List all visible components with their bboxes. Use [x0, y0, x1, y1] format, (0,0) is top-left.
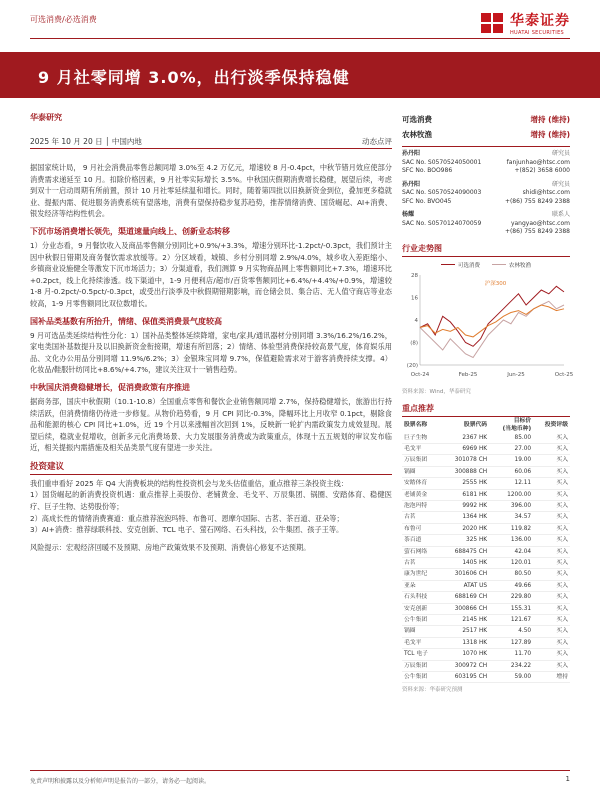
author: 华泰研究: [30, 113, 62, 122]
invest-item: 3）AI+消费：推荐绿联科技、安克创新、TCL 电子、萤石网络、石头科技，公牛集团、孩子王等。: [30, 525, 344, 535]
chart-legend: [402, 261, 570, 269]
risk-warning: 风险提示：宏观经济回暖不及预期、房地产政策效果不及预期、消费信心修复不达预期。: [30, 542, 311, 552]
y-tick-label: 28: [411, 272, 418, 279]
target-price: 155.31: [489, 603, 533, 614]
rating: 买入: [533, 569, 570, 580]
invest-item: 2）高成长性的情绪消费赛道：重点推荐泡泡玛特、布鲁可、恩摩尔国际、古茗、茶百道、亚朵等；: [30, 513, 344, 523]
target-price: 42.04: [489, 546, 533, 557]
section-paragraph: 据商务部，国庆中秋假期（10.1-10.8）全国重点零售和餐饮企业销售额同增 2.7%，保持稳健增长，旅游出行持续活跃，但消费情绪仍待进一步修复。从物价趋势看，9 月 CPI 同比-0.3%，降幅环比上月收窄 0.1pct，剔除食品和能源的核心 CPI 同比+1.0%，近 19 个月以来涨幅首次回到 1%，反映新一轮扩内需政策发力成效显现。展望后续，稳就业促增收，创新多元化消费场景、大力发展服务消费或为政策重点，体现十五五规划的审议发布临近，相关提振内需措施及相关品类景气度有望进一步关注。: [30, 396, 392, 453]
rating-sector: 可选消费: [402, 115, 432, 124]
rating: 买入: [533, 466, 570, 477]
page-number: 1: [565, 775, 570, 783]
recommend-table: [402, 417, 570, 684]
stock-code: 9992 HK: [440, 500, 489, 511]
target-price: 12.11: [489, 478, 533, 489]
stock-code: 1070 HK: [440, 649, 489, 660]
section-heading: 国补品类基数有所抬升，情绪、保值类消费景气度较高: [30, 316, 222, 326]
table-row: [402, 478, 570, 489]
legend-item: 农林牧渔: [492, 261, 531, 269]
invest-intro: 我们重申看好 2025 年 Q4 大消费板块的结构性投资机会与龙头估值重估，重点推荐三条投资主线：: [30, 478, 348, 488]
rating: 买入: [533, 443, 570, 454]
target-price: 11.70: [489, 649, 533, 660]
stock-name: 布鲁可: [402, 523, 440, 534]
series-label: 沪深300: [484, 280, 507, 287]
table-row: [402, 466, 570, 477]
legend-swatch: [492, 264, 506, 266]
table-row: [402, 637, 570, 648]
table-row: [402, 557, 570, 568]
target-price: 49.66: [489, 580, 533, 591]
stock-code: 6181 HK: [440, 489, 489, 500]
stock-name: 萤石网络: [402, 546, 440, 557]
analyst-email[interactable]: fanjunhao@htsc.com: [506, 158, 570, 166]
stock-code: 301606 CH: [440, 569, 489, 580]
stock-name: 亚朵: [402, 580, 440, 591]
col-target: 目标价 (当地币种): [502, 417, 532, 432]
analyst-card: [402, 211, 570, 237]
stock-name: 公牛集团: [402, 672, 440, 683]
report-date: 2025 年 10 月 20 日 │ 中国内地: [30, 137, 142, 146]
target-price: 234.22: [489, 660, 533, 671]
stock-code: 688169 CH: [440, 592, 489, 603]
analyst-phone: +(86) 755 8249 2388: [504, 228, 570, 235]
table-row: [402, 523, 570, 534]
target-price: 80.50: [489, 569, 533, 580]
stock-name: 康为世纪: [402, 569, 440, 580]
rating-value: 增持 (维持): [530, 130, 570, 139]
stock-name: 古茗: [402, 557, 440, 568]
x-tick-label: Oct-24: [410, 371, 430, 378]
stock-name: 毛戈平: [402, 443, 440, 454]
analyst-sac: SAC No. S0570124070059: [402, 219, 482, 227]
table-row: [402, 546, 570, 557]
section-paragraph: 1）分业态看，9 月餐饮收入及商品零售额分别同比+0.9%/+3.3%，增速分别环比-1.2pct/-0.3pct，我们预计主因中秋假日错期及商务餐饮需求放缓等。2）分区域看，城镇、乡村分别同增 2.9%/4.0%，城乡收入差距缩小、乡镇商业设施健全等激发下沉市场活力；3）分渠道看，我们测算 9 月实物商品网上零售额同比+7.3%，增速环比+0.2pct，线上化持续渗透。线下渠道中，1-9 月便利店/超市/百货零售额同比+6.4%/+4.4%/+0.9%，增速较 1-8 月-0.2pct/-0.5pct/-0.3pct，或受出行淡季及中秋假期错期影响，而仓储会员、集合店、无人值守商店等业态较高，1-9 月零售额同比双位数增长。: [30, 240, 392, 308]
target-price: 136.00: [489, 535, 533, 546]
meta-bar: [30, 112, 392, 150]
table-source: 资料来源：华泰研究预测: [402, 687, 463, 694]
rating: 买入: [533, 523, 570, 534]
stock-name: 毛戈平: [402, 637, 440, 648]
rating: 增持: [533, 672, 570, 683]
col-code: 股票代码: [463, 421, 488, 428]
sidebar: [402, 112, 574, 694]
stock-name: 锅圈: [402, 626, 440, 637]
analyst-name: 孙丹阳: [402, 150, 421, 157]
table-row: [402, 443, 570, 454]
target-price: 120.01: [489, 557, 533, 568]
table-row: [402, 660, 570, 671]
stock-code: 603195 CH: [440, 672, 489, 683]
analyst-role: 研究员: [551, 150, 570, 157]
y-tick-label: 4: [414, 317, 418, 324]
rating-row: [402, 112, 570, 127]
table-row: [402, 615, 570, 626]
analyst-card: [402, 181, 570, 207]
table-row: [402, 569, 570, 580]
stock-code: 300866 CH: [440, 603, 489, 614]
stock-code: 688475 CH: [440, 546, 489, 557]
rating: 买入: [533, 546, 570, 557]
chart-title: 行业走势图: [402, 243, 570, 257]
rating: 买入: [533, 660, 570, 671]
series-line-1: [420, 286, 564, 346]
stock-code: 300888 CH: [440, 466, 489, 477]
rating: 买入: [533, 489, 570, 500]
meta-divider: [30, 148, 392, 149]
stock-code: 325 HK: [440, 535, 489, 546]
table-row: [402, 500, 570, 511]
table-row: [402, 455, 570, 466]
table-row: [402, 603, 570, 614]
target-price: 119.82: [489, 523, 533, 534]
table-row: [402, 512, 570, 523]
rating: 买入: [533, 557, 570, 568]
table-row: [402, 433, 570, 444]
x-tick-label: Oct-25: [554, 371, 574, 378]
analyst-sac: SAC No. S0570524090003: [402, 189, 482, 196]
table-row: [402, 626, 570, 637]
invest-heading: 投资建议: [30, 460, 392, 475]
main-body: [30, 162, 392, 553]
stock-code: 300972 CH: [440, 660, 489, 671]
rating: 买入: [533, 637, 570, 648]
report-type: 动态点评: [362, 137, 392, 146]
x-tick-label: Jun-25: [507, 371, 525, 378]
table-row: [402, 489, 570, 500]
sidebar-divider: [402, 146, 570, 147]
target-price: 85.00: [489, 433, 533, 444]
stock-name: 石头科技: [402, 592, 440, 603]
rating: 买入: [533, 626, 570, 637]
y-tick-label: (20): [406, 362, 418, 369]
analyst-role: 联系人: [551, 211, 570, 218]
recommend-title: 重点推荐: [402, 403, 570, 417]
stock-code: 1364 HK: [440, 512, 489, 523]
stock-code: 301078 CH: [440, 455, 489, 466]
target-price: 127.89: [489, 637, 533, 648]
target-price: 27.00: [489, 443, 533, 454]
analyst-name: 孙丹阳: [402, 180, 421, 188]
analyst-card: [402, 150, 570, 176]
rating: 买入: [533, 478, 570, 489]
stock-code: 1318 HK: [440, 637, 489, 648]
y-tick-label: 16: [411, 295, 418, 301]
section-paragraph: 9 月可选品类延续结构性分化：1）国补品类整体延续降增，家电/家具/通讯器材分别同增 3.3%/16.2%/16.2%，家电类国补基数提升及以旧换新资金衔接期，增速有所回落；2）情绪、体验型消费保持较高景气度，体育娱乐用品、文化办公用品分别同增 11.9%/6.2%；3）金银珠宝同增 9.7%，保值避险需求对于游客消费持续支撑。4）化妆品/鞋服针纺同比+8.6%/+4.7%，建议关注双十一销售趋势。: [30, 330, 392, 375]
rating-sector: 农林牧渔: [402, 130, 432, 139]
stock-code: 2145 HK: [440, 615, 489, 626]
stock-name: TCL 电子: [402, 649, 440, 660]
stock-name: 泡泡玛特: [402, 500, 440, 511]
stock-code: 2517 HK: [440, 626, 489, 637]
rating: 买入: [533, 603, 570, 614]
rating-row: [402, 127, 570, 142]
analyst-phone: +(86) 755 8249 2388: [504, 197, 570, 205]
target-price: 59.00: [489, 672, 533, 683]
brand-name-en: HUATAI SECURITIES: [510, 30, 564, 36]
stock-code: ATAT US: [440, 580, 489, 591]
rating: 买入: [533, 512, 570, 523]
footer-disclaimer: 免责声明和披露以及分析师声明是报告的一部分，请务必一起阅读。: [30, 778, 211, 785]
stock-code: 2555 HK: [440, 478, 489, 489]
table-header: [402, 417, 570, 433]
footer-divider: [30, 770, 570, 771]
header-divider: [30, 38, 570, 39]
stock-name: 万辰集团: [402, 660, 440, 671]
section-heading: 中秋国庆消费稳健增长，促消费政策有序推进: [30, 382, 190, 392]
section-heading: 下沉市场消费增长领先，渠道速量向线上、创新业态转移: [30, 226, 230, 236]
stock-code: 1405 HK: [440, 557, 489, 568]
stock-code: 2020 HK: [440, 523, 489, 534]
target-price: 1200.00: [489, 489, 533, 500]
table-row: [402, 649, 570, 660]
rating: 买入: [533, 455, 570, 466]
rating: 买入: [533, 433, 570, 444]
rating: 买入: [533, 535, 570, 546]
table-row: [402, 535, 570, 546]
analyst-phone: +(852) 3658 6000: [514, 167, 570, 174]
target-price: 396.00: [489, 500, 533, 511]
rating: 买入: [533, 592, 570, 603]
stock-name: 安克创新: [402, 603, 440, 614]
intro-paragraph: 据国家统计局， 9 月社会消费品零售总额同增 3.0%至 4.2 万亿元，增速较 8 月-0.4pct，中秋节错月效应使部分消费需求递延至 10 月。扣除价格因素，9 月社零实际增长 3.5%。中秋国庆假期消费增长稳健，展望后续，考虑到双十一启动周期有所前置，预计 10 月社零延续温和增长。同时，随着第四批以旧换新资金到位，叠加更多稳就业、提振内需、促进服务消费系统有望落地，消费有望保持稳步复苏趋势，推荐情绪消费、国货崛起、AI+消费、银发经济等结构性机会。: [30, 163, 392, 219]
report-title: 9 月社零同增 3.0%，出行淡季保持稳健: [0, 52, 600, 98]
series-line-3: [420, 305, 564, 337]
table-row: [402, 672, 570, 683]
col-name: 股票名称: [404, 421, 428, 428]
stock-name: 巨子生物: [402, 433, 440, 444]
analyst-name: 杨耀: [402, 211, 415, 218]
legend-swatch: [441, 264, 455, 266]
invest-item: 1）国货崛起的新消费投资机遇：重点推荐上美股份、老铺黄金、毛戈平、万辰集团、锅圈、安踏体育、稳健医疗、巨子生物、达势股份等；: [30, 490, 392, 512]
stock-name: 安踏体育: [402, 478, 440, 489]
brand-name: 华泰证券: [510, 13, 570, 29]
rating: 买入: [533, 500, 570, 511]
target-price: 121.67: [489, 615, 533, 626]
target-price: 19.00: [489, 455, 533, 466]
industry-trend-chart: [402, 269, 574, 381]
brand-logo: [480, 10, 570, 36]
analyst-sfc: SFC No. BOO986: [402, 167, 453, 174]
rating: 买入: [533, 649, 570, 660]
stock-name: 老铺黄金: [402, 489, 440, 500]
stock-name: 锅圈: [402, 466, 440, 477]
stock-name: 万辰集团: [402, 455, 440, 466]
analyst-email[interactable]: yangyao@htsc.com: [510, 219, 570, 227]
stock-name: 茶百道: [402, 535, 440, 546]
stock-code: 2367 HK: [440, 433, 489, 444]
stock-code: 6969 HK: [440, 443, 489, 454]
brand-logo-icon: [480, 11, 506, 35]
rating: 买入: [533, 615, 570, 626]
target-price: 60.06: [489, 466, 533, 477]
x-tick-label: Feb-25: [458, 371, 478, 378]
chart-source: 资料来源：Wind，华泰研究: [402, 388, 471, 395]
analyst-role: 研究员: [551, 180, 570, 188]
stock-name: 古茗: [402, 512, 440, 523]
y-tick-label: (8): [410, 340, 418, 346]
col-rating: 投资评级: [544, 421, 568, 428]
legend-item: 可选消费: [441, 261, 480, 269]
table-row: [402, 592, 570, 603]
rating: 买入: [533, 580, 570, 591]
analyst-sac: SAC No. S0570524050001: [402, 158, 482, 166]
target-price: 229.80: [489, 592, 533, 603]
table-row: [402, 580, 570, 591]
rating-value: 增持 (维持): [530, 115, 570, 124]
analyst-email[interactable]: shidi@htsc.com: [522, 189, 570, 196]
stock-name: 公牛集团: [402, 615, 440, 626]
header-category: 可选消费/必选消费: [30, 15, 97, 24]
target-price: 34.57: [489, 512, 533, 523]
analyst-sfc: SFC No. BVO045: [402, 197, 452, 205]
target-price: 4.50: [489, 626, 533, 637]
